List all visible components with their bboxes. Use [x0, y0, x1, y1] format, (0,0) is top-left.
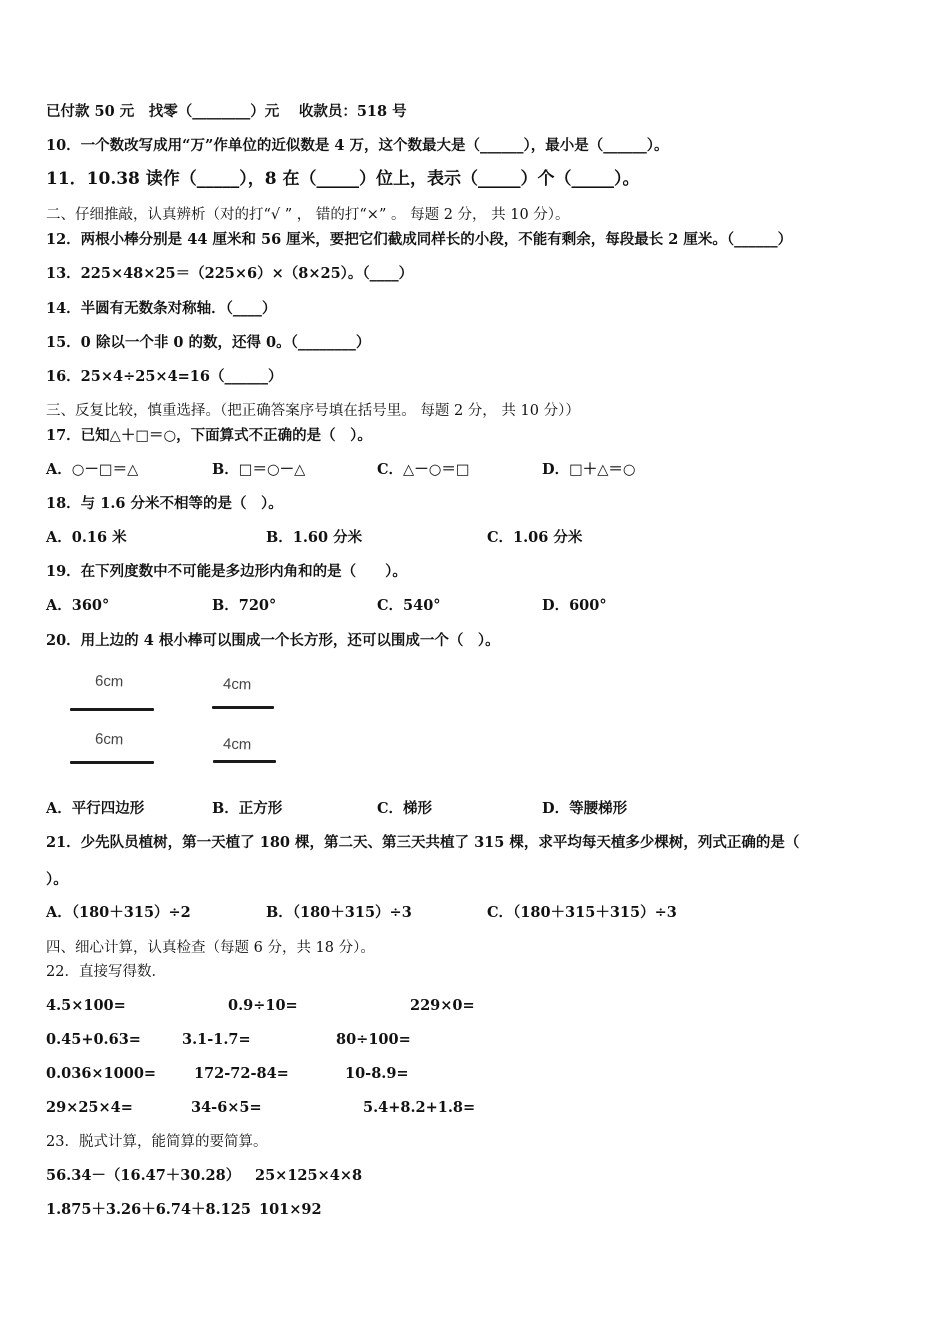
calc-22-r3-c3: 10-8.9= [345, 1065, 409, 1082]
q20-option-c: C．梯形 [377, 800, 433, 817]
q19-option-a: A．360° [46, 597, 110, 614]
q19-option-b: B．720° [212, 597, 277, 614]
stick-label-4cm-bottom: 4cm [222, 735, 252, 754]
stick-label-4cm-top: 4cm [222, 675, 252, 694]
question-15: 15．0 除以一个非 0 的数，还得 0。（________） [46, 334, 371, 351]
q20-option-b: B．正方形 [212, 800, 283, 817]
calc-22-r1-c1: 4.5×100= [46, 997, 126, 1014]
calc-22-r2-c3: 80÷100= [336, 1031, 411, 1048]
q21-option-b: B．（180＋315）÷3 [266, 904, 412, 921]
question-12: 12．两根小棒分别是 44 厘米和 56 厘米，要把它们截成同样长的小段，不能有剩余，每段最长 2 厘米。（______） [46, 231, 793, 248]
q19-option-c: C．540° [377, 597, 441, 614]
question-22: 22．直接写得数． [46, 964, 166, 980]
q19-option-d: D．600° [542, 597, 607, 614]
question-23: 23．脱式计算，能简算的要简算。 [46, 1134, 268, 1150]
q17-option-b: B．□＝○－△ [212, 461, 306, 478]
calc-22-r3-c1: 0.036×1000= [46, 1065, 157, 1082]
q17-option-d: D．□＋△＝○ [542, 461, 636, 478]
calc-22-r4-c3: 5.4+8.2+1.8= [363, 1099, 476, 1116]
question-10: 10．一个数改写成用“万”作单位的近似数是 4 万，这个数最大是（______），最小是（______）。 [46, 137, 669, 154]
stick-6cm-top [70, 708, 154, 711]
q18-option-a: A．0.16 米 [46, 529, 127, 546]
stick-6cm-bottom [70, 761, 154, 764]
calc-22-r4-c1: 29×25×4= [46, 1099, 133, 1116]
q20-option-d: D．等腰梯形 [542, 800, 628, 817]
question-18: 18．与 1.6 分米不相等的是（ ）。 [46, 495, 283, 512]
stick-label-6cm-bottom: 6cm [94, 730, 124, 749]
stick-4cm-top [212, 706, 274, 709]
section-3-heading: 三、反复比较，慎重选择。（把正确答案序号填在括号里。 每题 2 分， 共 10 分）） [46, 403, 580, 419]
section-2-heading: 二、仔细推敲，认真辨析（对的打“√ ” ， 错的打“×” 。 每题 2 分， 共 10 分）。 [46, 207, 570, 223]
q18-option-b: B．1.60 分米 [266, 529, 363, 546]
calc-22-r2-c2: 3.1-1.7= [182, 1031, 251, 1048]
stick-4cm-bottom [213, 760, 276, 763]
question-21: 21．少先队员植树，第一天植了 180 棵，第二天、第三天共植了 315 棵，求平均每天植多少棵树，列式正确的是（ [46, 834, 800, 851]
question-13: 13．225×48×25＝（225×6）×（8×25）。（____） [46, 265, 414, 282]
q17-option-c: C．△－○＝□ [377, 461, 470, 478]
calc-22-r4-c2: 34-6×5= [191, 1099, 262, 1116]
payment-line: 已付款 50 元 找零（________）元 收款员：518 号 [46, 103, 407, 120]
calc-23-r2-c1: 1.875＋3.26＋6.74＋8.125 [46, 1201, 251, 1218]
q20-option-a: A．平行四边形 [46, 800, 145, 817]
calc-22-r1-c2: 0.9÷10= [228, 997, 298, 1014]
calc-22-r1-c3: 229×0= [410, 997, 475, 1014]
q18-option-c: C．1.06 分米 [487, 529, 583, 546]
calc-23-r1-c2: 25×125×4×8 [255, 1167, 363, 1184]
question-16: 16．25×4÷25×4=16（______） [46, 368, 283, 385]
question-19: 19．在下列度数中不可能是多边形内角和的是（ ）。 [46, 563, 407, 580]
question-11: 11．10.38 读作（_____），8 在（_____）位上，表示（_____）个（_____）。 [46, 169, 640, 189]
q21-option-c: C．（180＋315＋315）÷3 [487, 904, 677, 921]
question-17: 17．已知△＋□＝○，下面算式不正确的是（ ）。 [46, 427, 372, 444]
question-14: 14．半圆有无数条对称轴．（____） [46, 300, 277, 317]
question-20: 20．用上边的 4 根小棒可以围成一个长方形，还可以围成一个（ ）。 [46, 632, 500, 649]
calc-22-r3-c2: 172-72-84= [194, 1065, 289, 1082]
q17-option-a: A．○－□＝△ [46, 461, 139, 478]
calc-23-r1-c1: 56.34－（16.47＋30.28） [46, 1167, 241, 1184]
calc-23-r2-c2: 101×92 [259, 1201, 322, 1218]
question-21-continued: ）。 [46, 871, 68, 888]
section-4-heading: 四、细心计算，认真检查（每题 6 分，共 18 分）。 [46, 940, 375, 956]
stick-label-6cm-top: 6cm [94, 672, 124, 691]
q21-option-a: A．（180＋315）÷2 [46, 904, 191, 921]
calc-22-r2-c1: 0.45+0.63= [46, 1031, 141, 1048]
